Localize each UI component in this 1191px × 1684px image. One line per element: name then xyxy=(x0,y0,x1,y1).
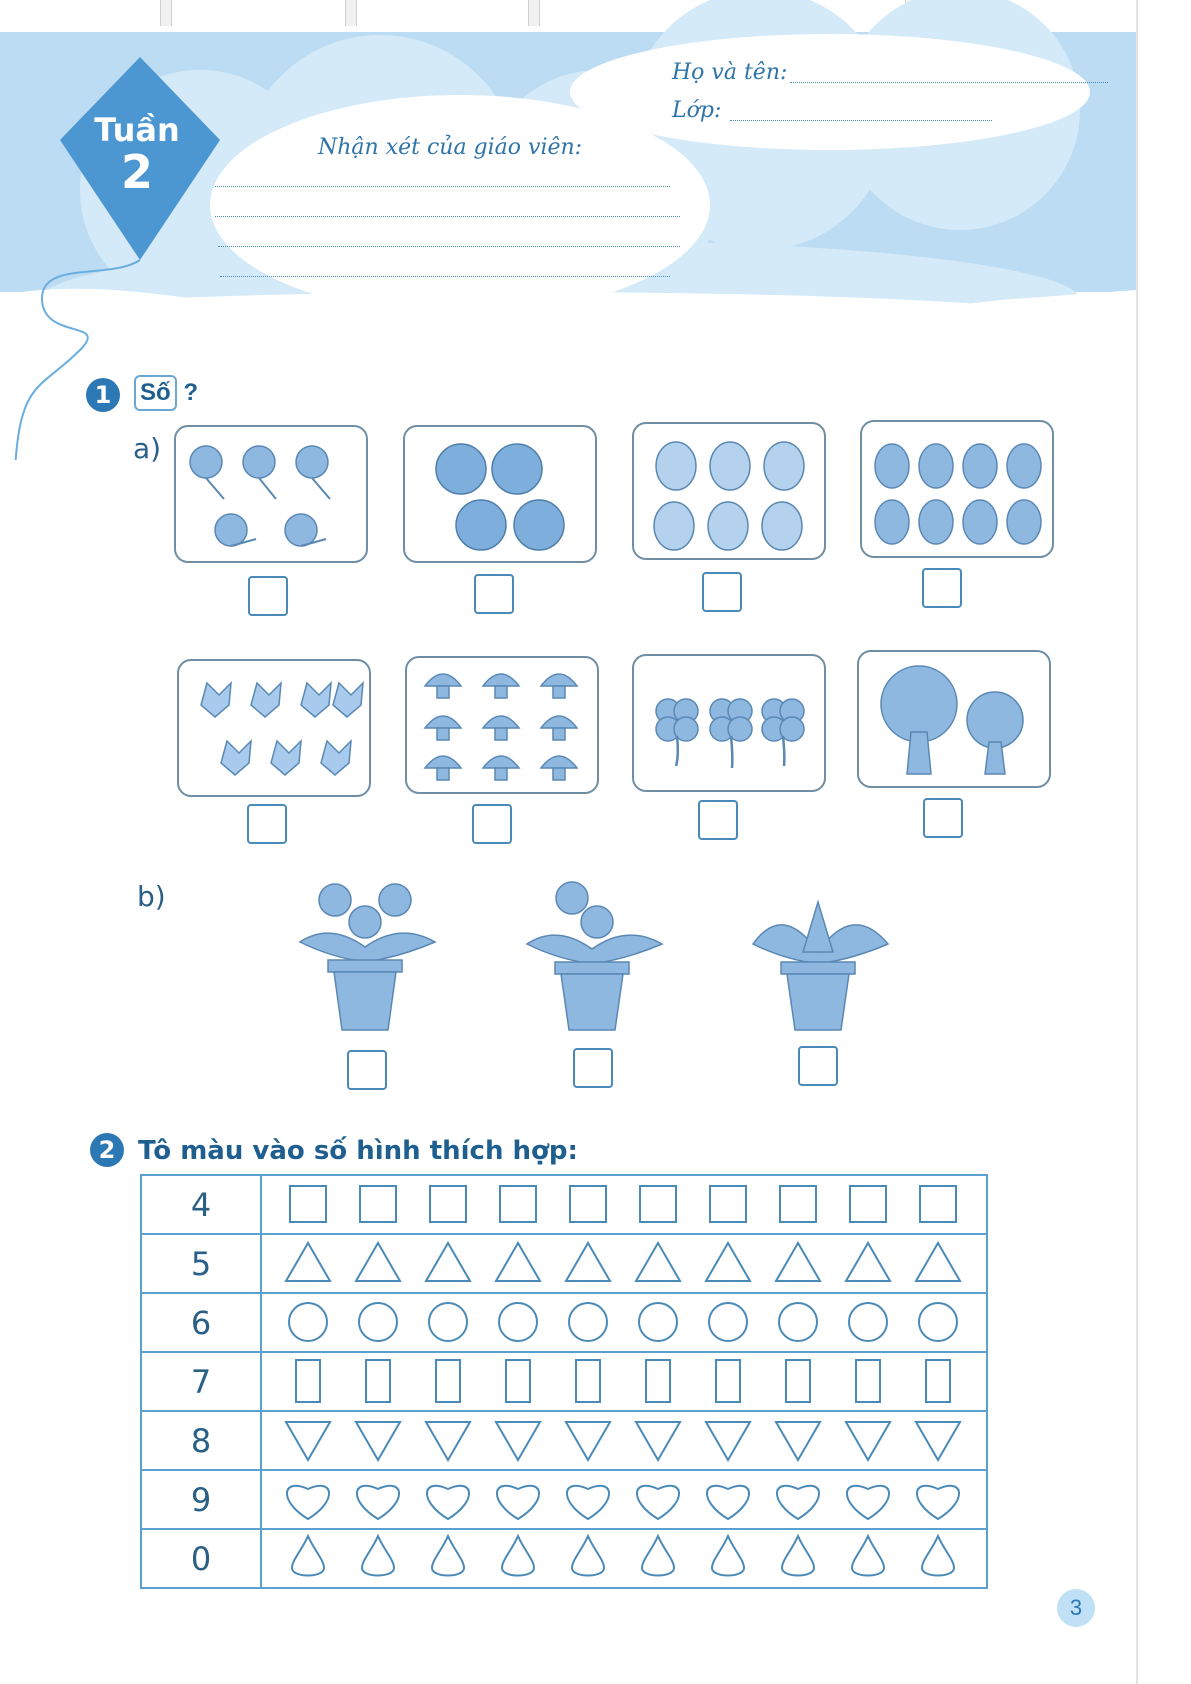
square-shape[interactable] xyxy=(780,1186,816,1222)
shape-cells xyxy=(261,1234,987,1293)
comment-line[interactable] xyxy=(215,186,670,187)
rectangle-shape[interactable] xyxy=(366,1360,390,1402)
rectangle-shape[interactable] xyxy=(296,1360,320,1402)
rectangle-shape[interactable] xyxy=(786,1360,810,1402)
week-badge xyxy=(62,111,212,199)
drop-shape[interactable] xyxy=(852,1536,884,1576)
drop-shape[interactable] xyxy=(642,1536,674,1576)
circle-shape[interactable] xyxy=(709,1303,747,1341)
circle-shape[interactable] xyxy=(919,1303,957,1341)
triangle-shape[interactable] xyxy=(916,1243,960,1281)
so-boxed-label: Số xyxy=(134,375,177,411)
triangle-shape[interactable] xyxy=(496,1243,540,1281)
inverted-triangle-shape[interactable] xyxy=(846,1422,890,1460)
row-number: 7 xyxy=(141,1352,261,1411)
heart-shape[interactable] xyxy=(847,1486,889,1519)
shape-cells xyxy=(261,1293,987,1352)
rectangle-shape[interactable] xyxy=(646,1360,670,1402)
picture-group-maple-leaves xyxy=(177,659,371,797)
name-label: Họ và tên: xyxy=(672,60,788,85)
answer-box[interactable] xyxy=(923,798,963,838)
flower-pot-icon xyxy=(743,872,903,1032)
shape-row xyxy=(141,1234,987,1293)
picture-group-strawberries xyxy=(860,420,1054,558)
heart-shape[interactable] xyxy=(357,1486,399,1519)
answer-box[interactable] xyxy=(472,804,512,844)
drop-shape[interactable] xyxy=(432,1536,464,1576)
page-number: 3 xyxy=(1057,1589,1095,1627)
leaf-icon xyxy=(634,424,824,558)
row-number: 4 xyxy=(141,1175,261,1234)
name-field[interactable] xyxy=(790,82,1108,83)
triangle-shape[interactable] xyxy=(706,1243,750,1281)
shape-cells xyxy=(261,1175,987,1234)
row-number: 9 xyxy=(141,1470,261,1529)
answer-box[interactable] xyxy=(347,1050,387,1090)
picture-group-mushrooms xyxy=(405,656,599,794)
picture-group-trees xyxy=(857,650,1051,788)
square-shape[interactable] xyxy=(640,1186,676,1222)
triangle-shape[interactable] xyxy=(356,1243,400,1281)
triangle-shape[interactable] xyxy=(426,1243,470,1281)
sheet-edge xyxy=(1136,0,1138,1684)
week-text: Tuần xyxy=(94,111,180,149)
circle-shape[interactable] xyxy=(569,1303,607,1341)
shape-cells xyxy=(261,1529,987,1588)
drop-shape[interactable] xyxy=(502,1536,534,1576)
square-shape[interactable] xyxy=(290,1186,326,1222)
shape-coloring-table xyxy=(140,1174,988,1589)
part-b-label: b) xyxy=(137,880,166,913)
inverted-triangle-shape[interactable] xyxy=(426,1422,470,1460)
comment-line[interactable] xyxy=(218,246,680,247)
shape-cells xyxy=(261,1470,987,1529)
rectangle-shape[interactable] xyxy=(506,1360,530,1402)
inverted-triangle-shapes xyxy=(262,1412,986,1469)
triangle-shape[interactable] xyxy=(286,1243,330,1281)
triangle-shape[interactable] xyxy=(566,1243,610,1281)
row-number: 0 xyxy=(141,1529,261,1588)
exercise-2-badge: 2 xyxy=(90,1133,124,1167)
shape-cells xyxy=(261,1352,987,1411)
comment-line[interactable] xyxy=(220,276,670,277)
comment-line[interactable] xyxy=(215,216,680,217)
circle-shape[interactable] xyxy=(639,1303,677,1341)
shape-row xyxy=(141,1411,987,1470)
flower-pot-icon xyxy=(517,872,677,1032)
tomato-icon xyxy=(405,427,595,561)
square-shapes xyxy=(262,1176,986,1233)
circle-shape[interactable] xyxy=(359,1303,397,1341)
answer-box[interactable] xyxy=(573,1048,613,1088)
picture-group-flowers xyxy=(174,425,368,563)
answer-box[interactable] xyxy=(248,576,288,616)
square-shape[interactable] xyxy=(710,1186,746,1222)
inverted-triangle-shape[interactable] xyxy=(566,1422,610,1460)
heart-shapes xyxy=(262,1471,986,1528)
teacher-comment-label: Nhận xét của giáo viên: xyxy=(318,135,583,160)
picture-group-clovers xyxy=(632,654,826,792)
rectangle-shapes xyxy=(262,1353,986,1410)
drop-shapes xyxy=(262,1530,986,1587)
answer-box[interactable] xyxy=(922,568,962,608)
rectangle-shape[interactable] xyxy=(716,1360,740,1402)
shape-cells xyxy=(261,1411,987,1470)
drop-shape[interactable] xyxy=(362,1536,394,1576)
mushroom-icon xyxy=(407,658,597,792)
clover-icon xyxy=(634,656,824,790)
circle-shape[interactable] xyxy=(429,1303,467,1341)
row-number: 6 xyxy=(141,1293,261,1352)
rectangle-shape[interactable] xyxy=(436,1360,460,1402)
exercise-1-badge: 1 xyxy=(86,378,120,412)
heart-shape[interactable] xyxy=(427,1486,469,1519)
heart-shape[interactable] xyxy=(917,1486,959,1519)
square-shape[interactable] xyxy=(430,1186,466,1222)
circle-shape[interactable] xyxy=(499,1303,537,1341)
answer-box[interactable] xyxy=(247,804,287,844)
question-mark: ? xyxy=(183,379,199,406)
square-shape[interactable] xyxy=(360,1186,396,1222)
class-field[interactable] xyxy=(730,120,992,121)
maple-leaf-icon xyxy=(179,661,369,795)
triangle-shape[interactable] xyxy=(636,1243,680,1281)
inverted-triangle-shape[interactable] xyxy=(636,1422,680,1460)
shape-row xyxy=(141,1470,987,1529)
rectangle-shape[interactable] xyxy=(576,1360,600,1402)
triangle-shape[interactable] xyxy=(776,1243,820,1281)
drop-shape[interactable] xyxy=(572,1536,604,1576)
inverted-triangle-shape[interactable] xyxy=(776,1422,820,1460)
circle-shape[interactable] xyxy=(849,1303,887,1341)
circle-shape[interactable] xyxy=(289,1303,327,1341)
heart-shape[interactable] xyxy=(637,1486,679,1519)
drop-shape[interactable] xyxy=(782,1536,814,1576)
square-shape[interactable] xyxy=(850,1186,886,1222)
heart-shape[interactable] xyxy=(777,1486,819,1519)
exercise-2-title: Tô màu vào số hình thích hợp: xyxy=(138,1136,578,1166)
picture-group-leaves xyxy=(632,422,826,560)
heart-shape[interactable] xyxy=(567,1486,609,1519)
inverted-triangle-shape[interactable] xyxy=(496,1422,540,1460)
heart-shape[interactable] xyxy=(287,1486,329,1519)
shape-row xyxy=(141,1293,987,1352)
square-shape[interactable] xyxy=(920,1186,956,1222)
flower-icon xyxy=(176,427,366,561)
circle-shape[interactable] xyxy=(779,1303,817,1341)
answer-box[interactable] xyxy=(702,572,742,612)
square-shape[interactable] xyxy=(570,1186,606,1222)
heart-shape[interactable] xyxy=(497,1486,539,1519)
rectangle-shape[interactable] xyxy=(856,1360,880,1402)
shape-row xyxy=(141,1175,987,1234)
triangle-shapes xyxy=(262,1235,986,1292)
flower-pot-icon xyxy=(290,872,450,1032)
picture-group-tomatoes xyxy=(403,425,597,563)
square-shape[interactable] xyxy=(500,1186,536,1222)
class-label: Lớp: xyxy=(672,98,722,123)
heart-shape[interactable] xyxy=(707,1486,749,1519)
inverted-triangle-shape[interactable] xyxy=(286,1422,330,1460)
inverted-triangle-shape[interactable] xyxy=(706,1422,750,1460)
answer-box[interactable] xyxy=(798,1046,838,1086)
row-number: 5 xyxy=(141,1234,261,1293)
shape-row xyxy=(141,1529,987,1588)
tree-icon xyxy=(859,652,1049,786)
circle-shapes xyxy=(262,1294,986,1351)
drop-shape[interactable] xyxy=(712,1536,744,1576)
inverted-triangle-shape[interactable] xyxy=(916,1422,960,1460)
triangle-shape[interactable] xyxy=(846,1243,890,1281)
drop-shape[interactable] xyxy=(292,1536,324,1576)
exercise-1-title xyxy=(134,375,198,411)
row-number: 8 xyxy=(141,1411,261,1470)
answer-box[interactable] xyxy=(474,574,514,614)
part-a-label: a) xyxy=(133,432,162,465)
rectangle-shape[interactable] xyxy=(926,1360,950,1402)
week-number: 2 xyxy=(120,145,153,199)
strawberry-icon xyxy=(862,422,1052,556)
inverted-triangle-shape[interactable] xyxy=(356,1422,400,1460)
drop-shape[interactable] xyxy=(922,1536,954,1576)
shape-row xyxy=(141,1352,987,1411)
answer-box[interactable] xyxy=(698,800,738,840)
